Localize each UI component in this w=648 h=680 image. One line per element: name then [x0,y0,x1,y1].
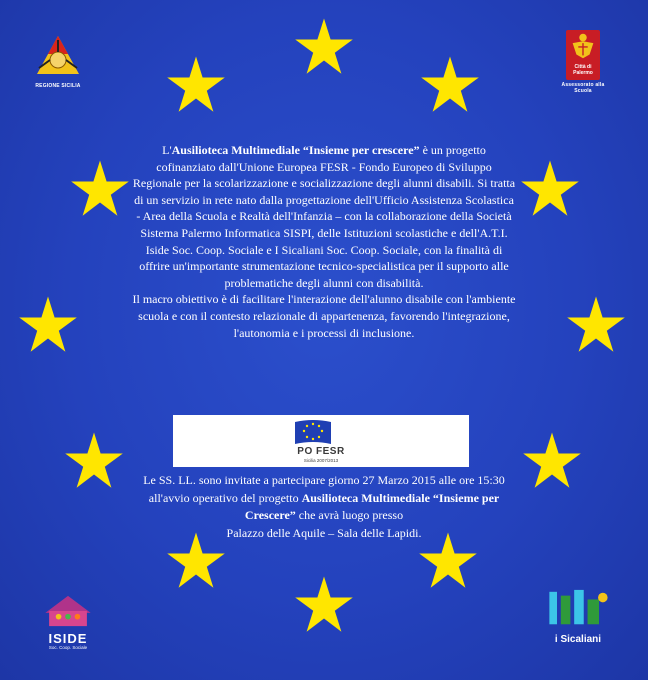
citta-palermo-caption: Assessorato alla Scuola [561,82,605,94]
citta-palermo-logo [553,30,613,94]
eu-star-icon [520,160,580,218]
iside-logo [38,594,98,650]
eu-star-icon [64,432,124,490]
eu-star-icon [166,56,226,114]
invite-project-bold: Ausilioteca Multimediale “Insieme per Crescere” [244,490,500,522]
po-fesr-subtitle: Sicilia 2007/2013 [303,458,339,463]
eagle-crest-icon [566,30,600,62]
invitation-paragraph [132,472,516,542]
palermo-red-emblem [566,30,600,80]
po-fesr-banner [173,415,469,467]
eu-star-icon [566,296,626,354]
invite-text: Le SS. LL. sono invitate a partecipare giorno 27 Marzo 2015 alle ore 15:30 all'avvio operativo del progetto [143,473,505,505]
sicaliani-word: i Sicaliani [554,634,602,645]
eu-star-icon [18,296,78,354]
sicaliani-figures-icon [540,588,616,630]
project-name-bold: Ausilioteca Multimediale “Insieme per crescere” [171,143,420,157]
eu-star-icon [70,160,130,218]
regione-sicilia-logo [32,32,84,89]
po-fesr-title: PO FESR [297,446,345,457]
venue-text: Palazzo delle Aquile – Sala delle Lapidi. [226,525,422,540]
iside-house-people-icon [38,594,98,628]
eu-star-icon [522,432,582,490]
sicaliani-logo [540,588,616,645]
invite-text-cont: che avrà luogo presso [295,508,404,522]
eu-star-icon [420,56,480,114]
citta-palermo-name: Città di Palermo [573,64,593,76]
eu-star-icon [294,18,354,76]
iside-word: ISIDE [48,631,88,646]
trinacria-emblem-icon [33,32,83,78]
eu-star-icon [294,576,354,634]
regione-sicilia-caption: REGIONE SICILIA [35,83,81,89]
intro-body: è un progetto cofinanziato dall'Unione Europea FESR - Fondo Europeo di Sviluppo Regionale per la scolarizzazione e socializzazione degli alunni disabili. Si tratta di un servizio in rete nato dalla progettazione dell'Ufficio Assistenza Scolastica - Area della Scuola e Realtà dell'Infanzia – con la collaborazione della Società Sistema Palermo Informatica SISPI, delle Istituzioni scolastiche e dell'A.T.I. Iside Soc. Coop. Sociale e I Sicaliani Soc. Coop. Sociale, con la finalità di offrire un'importante strumentazione tecnico-specialistica per il supporto alle problematiche degli alunni con disabilità. [132,143,516,290]
eu-flag-icon [293,418,333,448]
intro-prefix: L' [162,143,172,157]
intro-paragraph [132,142,516,341]
iside-sub: Soc. Coop. Sociale [48,645,88,650]
objective-paragraph: Il macro obiettivo è di facilitare l'interazione dell'alunno disabile con l'ambiente scuola e con il contesto relazionale di appartenenza, favorendo l'integrazione, l'autonomia e i processi di inclusione. [132,292,516,340]
